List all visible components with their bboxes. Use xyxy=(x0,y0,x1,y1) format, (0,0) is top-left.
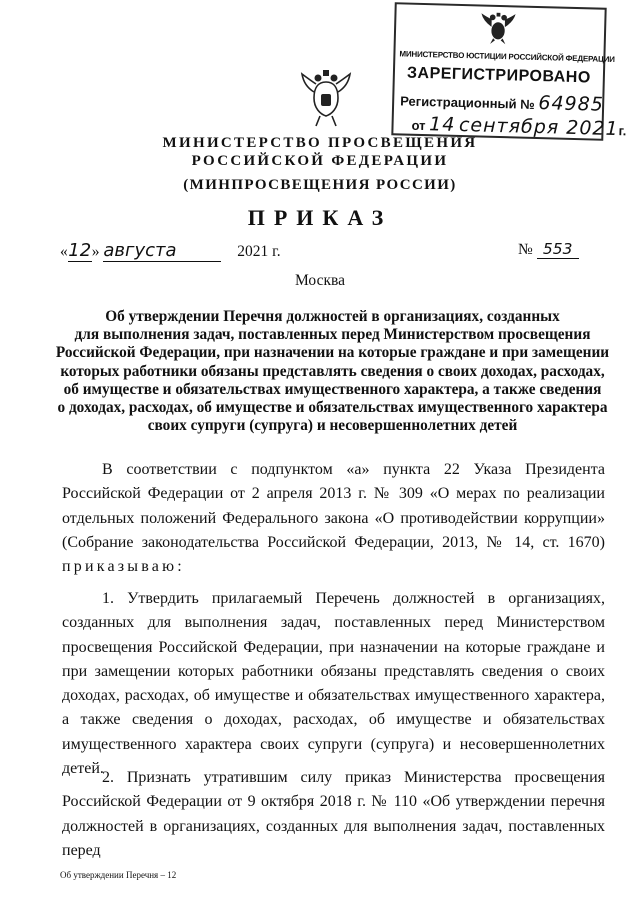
city: Москва xyxy=(295,272,345,289)
stamp-from-month-year: сентября 2021 xyxy=(458,113,619,141)
order-number xyxy=(518,240,579,259)
stamp-from-label: от xyxy=(411,117,426,134)
ministry-short-name: (МИНПРОСВЕЩЕНИЯ РОССИИ) xyxy=(183,177,457,193)
clause-1: 1. Утвердить прилагаемый Перечень должностей в организациях, созданных для выполнения задач, поставленных перед Министерством просвещения Российской Федерации, при назначении на которые граждане и при замещении которых работники обязаны представлять сведения о своих доходах, расходах, об имуществе и обязательствах имущественного характера, а также сведения о доходах, расходах, об имуществе и обязательствах имущественного характера своих супруги (супруга) и несовершеннолетних детей. xyxy=(62,590,605,778)
stamp-status: ЗАРЕГИСТРИРОВАНО xyxy=(406,64,591,87)
date-day: 12 xyxy=(68,240,92,261)
subject-line: об имуществе и обязательствах имущественного характера, а также сведения xyxy=(63,380,602,398)
preamble-text: В соответствии с подпунктом «а» пункта 22 Указа Президента Российской Федерации от 2 апреля 2013 г. № 309 «О мерах по реализации отдельных положений Федерального закона «О противодействии коррупции» (Собрание законодательства Российской Федерации, 2013, № 14, ст. 1670) xyxy=(62,461,605,551)
date-close-quote: » xyxy=(91,243,100,260)
document-type: ПРИКАЗ xyxy=(247,205,393,230)
stamp-reg-number: 64985 xyxy=(538,92,605,116)
preamble-paragraph xyxy=(62,458,605,579)
number-label: № xyxy=(518,241,533,258)
subject-line: о доходах, расходах, об имуществе и обязательствах имущественного характера xyxy=(57,399,608,417)
ministry-name-line2: РОССИЙСКОЙ ФЕДЕРАЦИИ xyxy=(191,153,449,169)
subject-line: Об утверждении Перечня должностей в организациях, созданных xyxy=(105,308,560,325)
clause-2: 2. Признать утратившим силу приказ Министерства просвещения Российской Федерации от 9 октября 2018 г. № 110 «Об утверждении перечня должностей в организациях, созданных для выполнения задач, поставленных перед xyxy=(62,769,605,859)
stamp-from-suffix: г. xyxy=(618,123,627,139)
stamp-reg-label: Регистрационный № xyxy=(399,93,535,112)
subject-line: для выполнения задач, поставленных перед Министерством просвещения xyxy=(74,326,591,344)
date-month: августа xyxy=(103,240,221,262)
number-value: 553 xyxy=(537,240,579,259)
date-open-quote: « xyxy=(60,243,68,260)
subject-line: своих супруги (супруга) и несовершеннолетних детей xyxy=(147,417,518,435)
order-date xyxy=(60,240,281,262)
coat-of-arms-icon xyxy=(300,68,352,128)
double-headed-eagle-icon xyxy=(479,10,518,45)
registration-stamp xyxy=(391,2,627,141)
order-subject xyxy=(55,308,610,435)
stamp-ministry: МИНИСТЕРСТВО ЮСТИЦИИ РОССИЙСКОЙ ФЕДЕРАЦИИ xyxy=(399,49,615,65)
subject-line: которых работники обязаны представлять сведения о своих доходах, расходах, xyxy=(60,362,605,380)
date-year: 2021 г. xyxy=(237,243,281,260)
subject-line: Российской Федерации, при назначении на которые граждане и при замещении xyxy=(55,344,610,362)
footer-note: Об утверждении Перечня – 12 xyxy=(60,870,177,880)
order-word: приказываю: xyxy=(62,558,185,576)
stamp-from-day: 14 xyxy=(428,113,456,136)
ministry-name-line1: МИНИСТЕРСТВО ПРОСВЕЩЕНИЯ xyxy=(162,135,478,151)
